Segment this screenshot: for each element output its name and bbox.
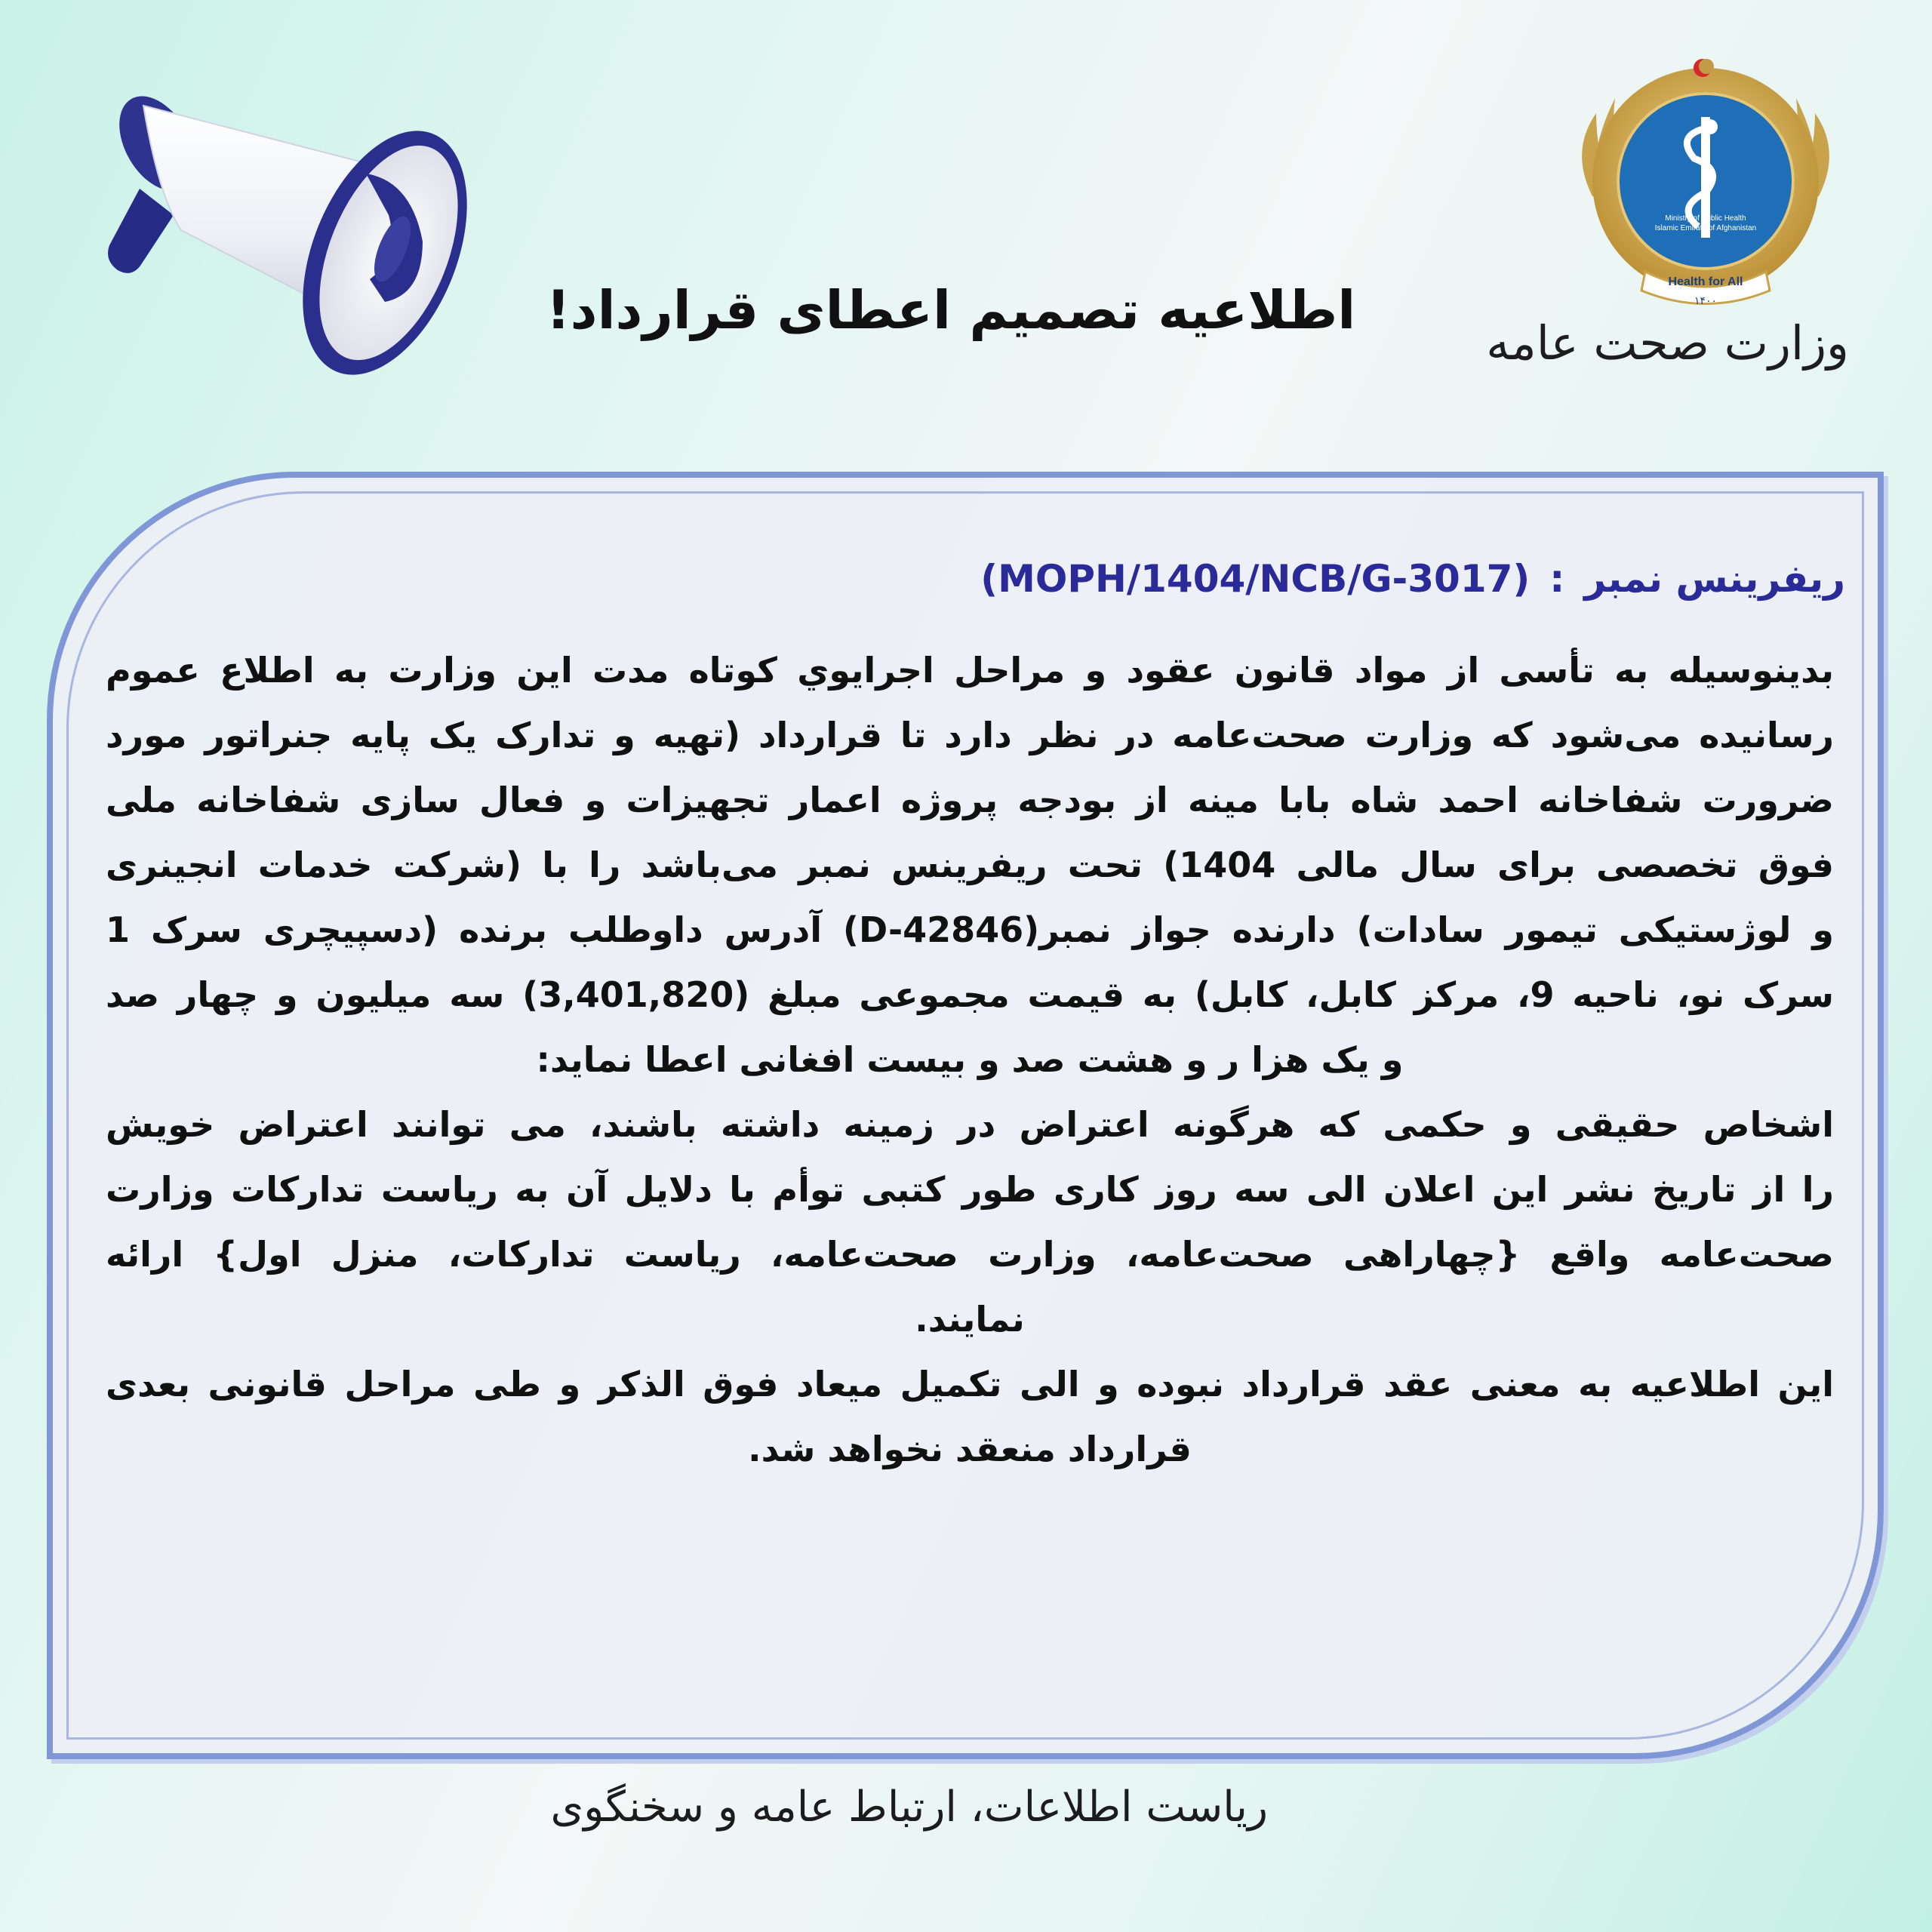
body-line: سرک نو، ناحیه 9، مرکز کابل، کابل) به قیمت مجموعی مبلغ (3,401,820) سه میلیون و چهار صد [106, 974, 1834, 1015]
ministry-calligraphy-text: وزارت صحت عامه [1486, 315, 1849, 371]
body-line: اشخاص حقیقی و حکمی که هرگونه اعتراض در زمینه داشته باشند، می توانند اعتراض خویش [106, 1104, 1834, 1145]
emblem-motto: Health for All [1668, 275, 1743, 288]
ministry-emblem [1562, 45, 1849, 317]
body-line: ضرورت شفاخانه احمد شاه بابا مینه از بودجه پروژه اعمار تجهیزات و فعال سازی شفاخانه ملی [106, 780, 1834, 820]
reference-colon: : [1549, 557, 1565, 601]
body-line: نمایند. [915, 1299, 1025, 1340]
reference-number: (MOPH/1404/NCB/G-3017) [980, 557, 1531, 601]
body-line: رسانیده می‌شود که وزارت صحت‌عامه در نظر دارد تا قرارداد (تهیه و تدارک یک پایه جنراتور مورد [106, 715, 1834, 755]
reference-line [800, 557, 1845, 617]
emblem-text-en-2: Islamic Emirate of Afghanistan [1654, 224, 1757, 232]
emblem-year: ۱۴۰۰ [1694, 295, 1718, 307]
body-line: را از تاریخ نشر این اعلان الی سه روز کاری طور کتبی توأم با دلایل آن به ریاست تدارکات وزارت [106, 1169, 1834, 1210]
body-line: بدینوسیله به تأسی از مواد قانون عقود و مراحل اجرایوي کوتاه مدت این وزارت به اطلاع عموم [106, 650, 1834, 691]
reference-label: ریفرینس نمبر [1584, 557, 1845, 601]
body-line: صحت‌عامه واقع {چهاراهی صحت‌عامه، وزارت صحت‌عامه، ریاست تدارکات، منزل اول} ارائه [106, 1234, 1834, 1275]
page-title: اطلاعیه تصمیم اعطای قرارداد! [546, 279, 1356, 341]
emblem-text-en-1: Ministry of Public Health [1665, 214, 1746, 223]
body-line: قرارداد منعقد نخواهد شد. [748, 1429, 1192, 1469]
body-line: فوق تخصصی برای سال مالی 1404) تحت ریفرینس نمبر می‌باشد را با (شرکت خدمات انجینری [106, 844, 1834, 885]
body-line: و لوژستیکی تیمور سادات) دارنده جواز نمبر(D-42846) آدرس داوطلب برنده (دسپیچری سرک 1 [106, 909, 1834, 950]
megaphone-icon [68, 53, 475, 400]
body-line: این اطلاعیه به معنی عقد قرارداد نبوده و الی تکمیل میعاد فوق الذکر و طی مراحل قانونی بعدی [106, 1364, 1834, 1404]
body-line: و یک هزا ر و هشت صد و بیست افغانی اعطا نماید: [536, 1039, 1404, 1080]
footer-calligraphy: ریاست اطلاعات، ارتباط عامه و سخنگوی [550, 1783, 1268, 1832]
ministry-calligraphy-logo [1486, 306, 1849, 389]
announcement-body [106, 638, 1834, 1481]
